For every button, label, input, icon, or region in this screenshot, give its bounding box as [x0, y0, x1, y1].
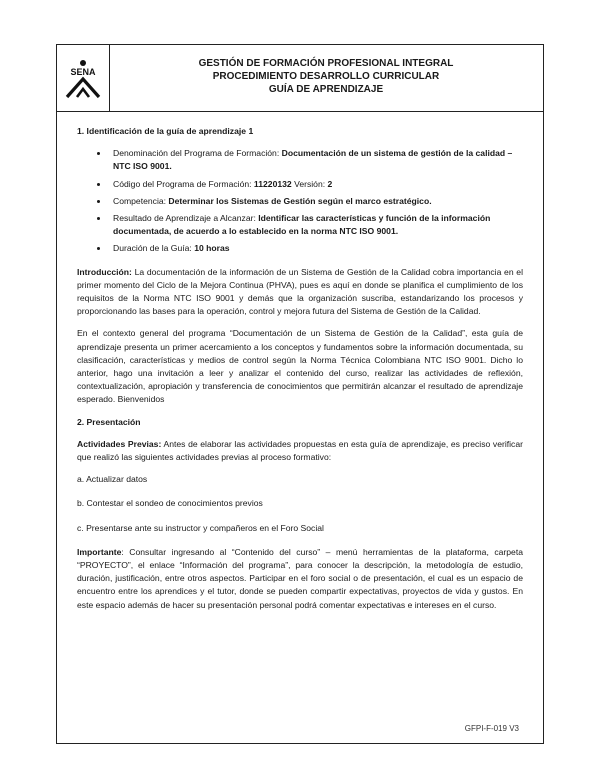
- header-title-block: [109, 57, 543, 96]
- step-c: c. Presentarse ante su instructor y compañeros en el Foro Social: [77, 522, 324, 533]
- sena-logo-icon: [61, 59, 105, 99]
- list-item: • Resultado de Aprendizaje a Alcanzar: Identificar las características y función de la información documentada, de acuerdo a lo establecido en la norma NTC ISO 9001.: [109, 212, 523, 238]
- important-paragraph: Importante: Consultar ingresando al “Contenido del curso” – menú herramientas de la plataforma, carpeta “PROYECTO”, el enlace “Información del programa”, para conocer la descripción, la metodología de estudio, duración, justificación, entre otros aspectos. Participar en el foro social o de presentación, el cual es un espacio de encuentro entre los aprendices y el tutor, donde se pueden compartir expectativas, proyectos de vida y gustos. En este espacio además de hacer su presentación personal podrá comentar expectativas e intereses en el curso.: [77, 546, 523, 610]
- context-paragraph: En el contexto general del programa “Documentación de un Sistema de Gestión de la Calidad”, esta guía de aprendizaje presenta un primer acercamiento a los conceptos y fundamentos sobre la información documentada, su clasificación, características y medios de control según la Norma Técnica Colombiana NTC ISO 9001. Dicho lo anterior, hago una invitación a leer y analizar el contenido del curso, realizar las actividades de reflexión, contextualización, apropiación y transferencia de conocimientos que permitirán alcanzar el resultado de aprendizaje esperado. Bienvenidos: [77, 328, 523, 405]
- previous-activities-paragraph: Actividades Previas: Antes de elaborar las actividades propuestas en esta guía de aprendizaje, es preciso verificar que realizó las siguientes actividades previas al proceso formativo:: [77, 438, 523, 463]
- document-body: [77, 125, 523, 621]
- list-item: • Denominación del Programa de Formación: Documentación de un sistema de gestión de la calidad – NTC ISO 9001.: [109, 147, 523, 173]
- header-line-3: GUÍA DE APRENDIZAJE: [268, 84, 384, 95]
- list-item: • Código del Programa de Formación: 11220132 Versión: 2: [109, 178, 523, 191]
- section-2-title: 2. Presentación: [77, 416, 141, 427]
- list-item: • Duración de la Guía: 10 horas: [109, 242, 523, 255]
- logo-cell: [57, 45, 110, 111]
- identification-list: [77, 147, 523, 255]
- header-line-1: GESTIÓN DE FORMACIÓN PROFESIONAL INTEGRAL: [198, 58, 454, 69]
- step-a: a. Actualizar datos: [77, 474, 148, 485]
- section-1-title: 1. Identificación de la guía de aprendizaje 1: [77, 126, 254, 136]
- step-b: b. Contestar el sondeo de conocimientos previos: [77, 498, 263, 509]
- document-header: [57, 45, 543, 112]
- header-line-2: PROCEDIMIENTO DESARROLLO CURRICULAR: [212, 71, 440, 82]
- document-page: [56, 44, 544, 744]
- document-code: GFPI-F-019 V3: [464, 724, 519, 733]
- introduction-paragraph: Introducción: La documentación de la información de un Sistema de Gestión de la Calidad cobra importancia en el primer momento del Ciclo de la Mejora Continua (PHVA), pues es aquí en donde se planifica el cumplimiento de los requisitos de la Norma NTC ISO 9001 y demás que la organización suscriba, estandarizando los procesos y proporcionando las bases para la operación, control y mejora futura del Sistema de Gestión de la Calidad.: [77, 266, 523, 317]
- list-item: • Competencia: Determinar los Sistemas de Gestión según el marco estratégico.: [109, 195, 523, 208]
- logo-text: SENA: [70, 67, 96, 77]
